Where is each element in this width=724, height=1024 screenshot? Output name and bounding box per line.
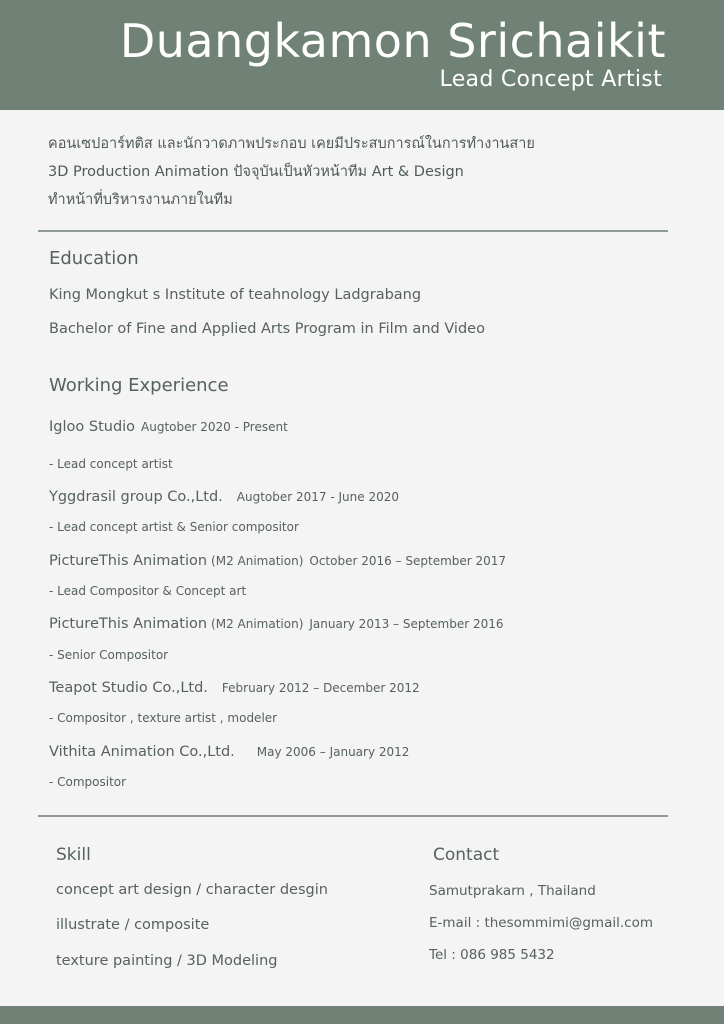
contact-email[interactable]: E-mail : thesommimi@gmail.com <box>429 915 653 931</box>
job-description: - Lead Compositor & Concept art <box>49 584 247 598</box>
job-title-line <box>49 553 506 569</box>
section-divider <box>38 815 668 817</box>
education-degree: Bachelor of Fine and Applied Arts Program in Film and Video <box>49 321 485 337</box>
skill-item: illustrate / composite <box>56 917 210 933</box>
job-description: - Lead concept artist <box>49 457 173 471</box>
job-description: - Senior Compositor <box>49 648 169 662</box>
job-company: Yggdrasil group Co.,Ltd. <box>49 489 223 505</box>
skill-item: texture painting / 3D Modeling <box>56 953 278 969</box>
job-company: PictureThis Animation <box>49 553 208 569</box>
section-divider <box>38 230 668 232</box>
job-title: Lead Concept Artist <box>439 67 662 92</box>
skill-item: concept art design / character desgin <box>56 882 328 898</box>
skill-heading: Skill <box>56 845 91 865</box>
job-subsidiary: (M2 Animation) <box>211 554 304 568</box>
contact-phone[interactable]: Tel : 086 985 5432 <box>429 947 555 963</box>
job-subsidiary: (M2 Animation) <box>211 617 304 631</box>
contact-location: Samutprakarn , Thailand <box>429 883 596 899</box>
job-date: February 2012 – December 2012 <box>221 681 420 695</box>
job-company: Vithita Animation Co.,Ltd. <box>49 744 235 760</box>
job-company: PictureThis Animation <box>49 616 208 632</box>
header-banner <box>0 0 724 110</box>
job-date: Augtober 2020 - Present <box>141 420 288 434</box>
education-institute: King Mongkut s Institute of teahnology Ladgrabang <box>49 287 422 303</box>
intro-line: คอนเซปอาร์ทติส และนักวาดภาพประกอบ เคยมีประสบการณ์ในการทำงานสาย <box>48 136 535 152</box>
education-heading: Education <box>49 248 139 269</box>
job-date: October 2016 – September 2017 <box>309 554 507 568</box>
job-description: - Compositor <box>49 775 127 789</box>
person-name: Duangkamon Srichaikit <box>119 14 666 68</box>
job-title-line <box>49 419 288 435</box>
job-title-line <box>49 680 420 696</box>
job-date: Augtober 2017 - June 2020 <box>236 490 400 504</box>
job-title-line <box>49 489 399 505</box>
job-date: May 2006 – January 2012 <box>256 745 410 759</box>
experience-heading: Working Experience <box>49 375 229 396</box>
job-description: - Compositor , texture artist , modeler <box>49 711 278 725</box>
job-title-line <box>49 616 504 632</box>
contact-heading: Contact <box>433 845 500 865</box>
job-title-line <box>49 744 409 760</box>
intro-line: ทำหน้าที่บริหารงานภายในทีม <box>48 192 233 208</box>
job-company: Igloo Studio <box>49 419 136 435</box>
job-description: - Lead concept artist & Senior compositor <box>49 520 299 534</box>
footer-bar <box>0 1006 724 1024</box>
intro-paragraph <box>48 130 678 214</box>
intro-line: 3D Production Animation ปัจจุบันเป็นหัวหน้าทีม Art & Design <box>48 164 464 180</box>
job-company: Teapot Studio Co.,Ltd. <box>49 680 208 696</box>
job-date: January 2013 – September 2016 <box>309 617 504 631</box>
